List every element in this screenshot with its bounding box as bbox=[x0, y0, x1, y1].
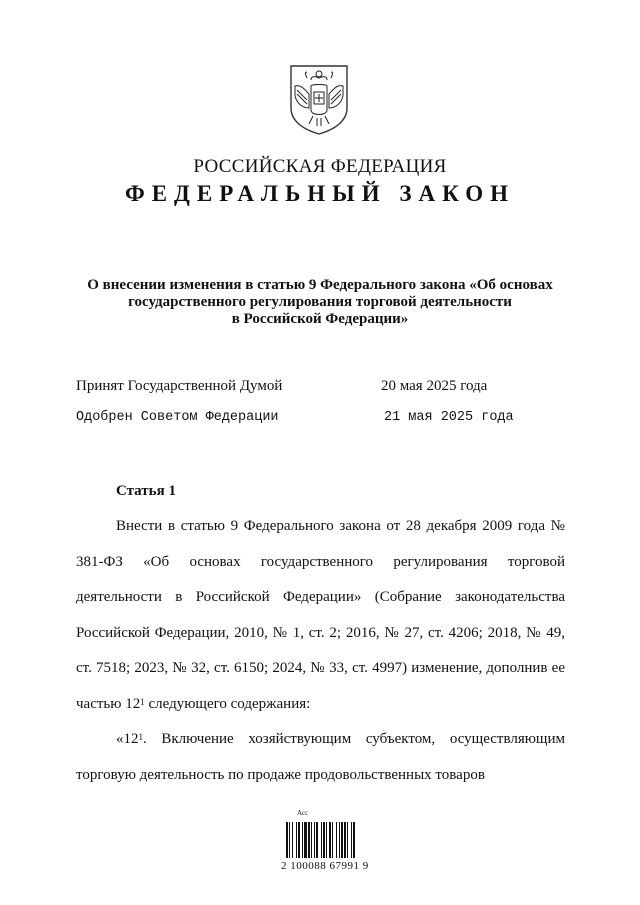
article-body bbox=[76, 509, 565, 793]
barcode-number: 2 100088 67991 9 bbox=[281, 860, 369, 872]
approved-date: 21 мая 2025 года bbox=[384, 410, 514, 425]
barcode bbox=[280, 808, 380, 888]
country-name: РОССИЙСКАЯ ФЕДЕРАЦИЯ bbox=[193, 156, 447, 177]
adopted-label: Принят Государственной Думой bbox=[76, 378, 283, 394]
law-title-line: в Российской Федерации» bbox=[231, 311, 409, 327]
approved-label: Одобрен Советом Федерации bbox=[76, 410, 279, 425]
coat-of-arms-icon bbox=[287, 64, 351, 136]
law-title-line: О внесении изменения в статью 9 Федерального закона «Об основах bbox=[87, 277, 553, 293]
paragraph: Внести в статью 9 Федерального закона от 28 декабря 2009 года № 381-ФЗ «Об основах государственного регулирования торговой деятельности в Российской Федерации» (Собрание законодательства Российской Федерации, 2010, № 1, ст. 2; 2016, № 27, ст. 4206; 2018, № 49, ст. 7518; 2023, № 32, ст. 6150; 2024, № 33, ст. 4997) изменение, дополнив ее частью $12^1$ следующего содержания: bbox=[76, 518, 565, 712]
law-title-line: государственного регулирования торговой деятельности bbox=[128, 294, 512, 310]
paragraph: «$12^1$. Включение хозяйствующим субъектом, осуществляющим торговую деятельность по продаже продовольственных товаров bbox=[76, 731, 565, 783]
adopted-date: 20 мая 2025 года bbox=[381, 378, 488, 394]
article-heading: Статья 1 bbox=[116, 483, 176, 499]
barcode-label: Асс bbox=[297, 809, 309, 817]
document-type: ФЕДЕРАЛЬНЫЙ ЗАКОН bbox=[124, 181, 516, 206]
law-title bbox=[70, 277, 570, 328]
